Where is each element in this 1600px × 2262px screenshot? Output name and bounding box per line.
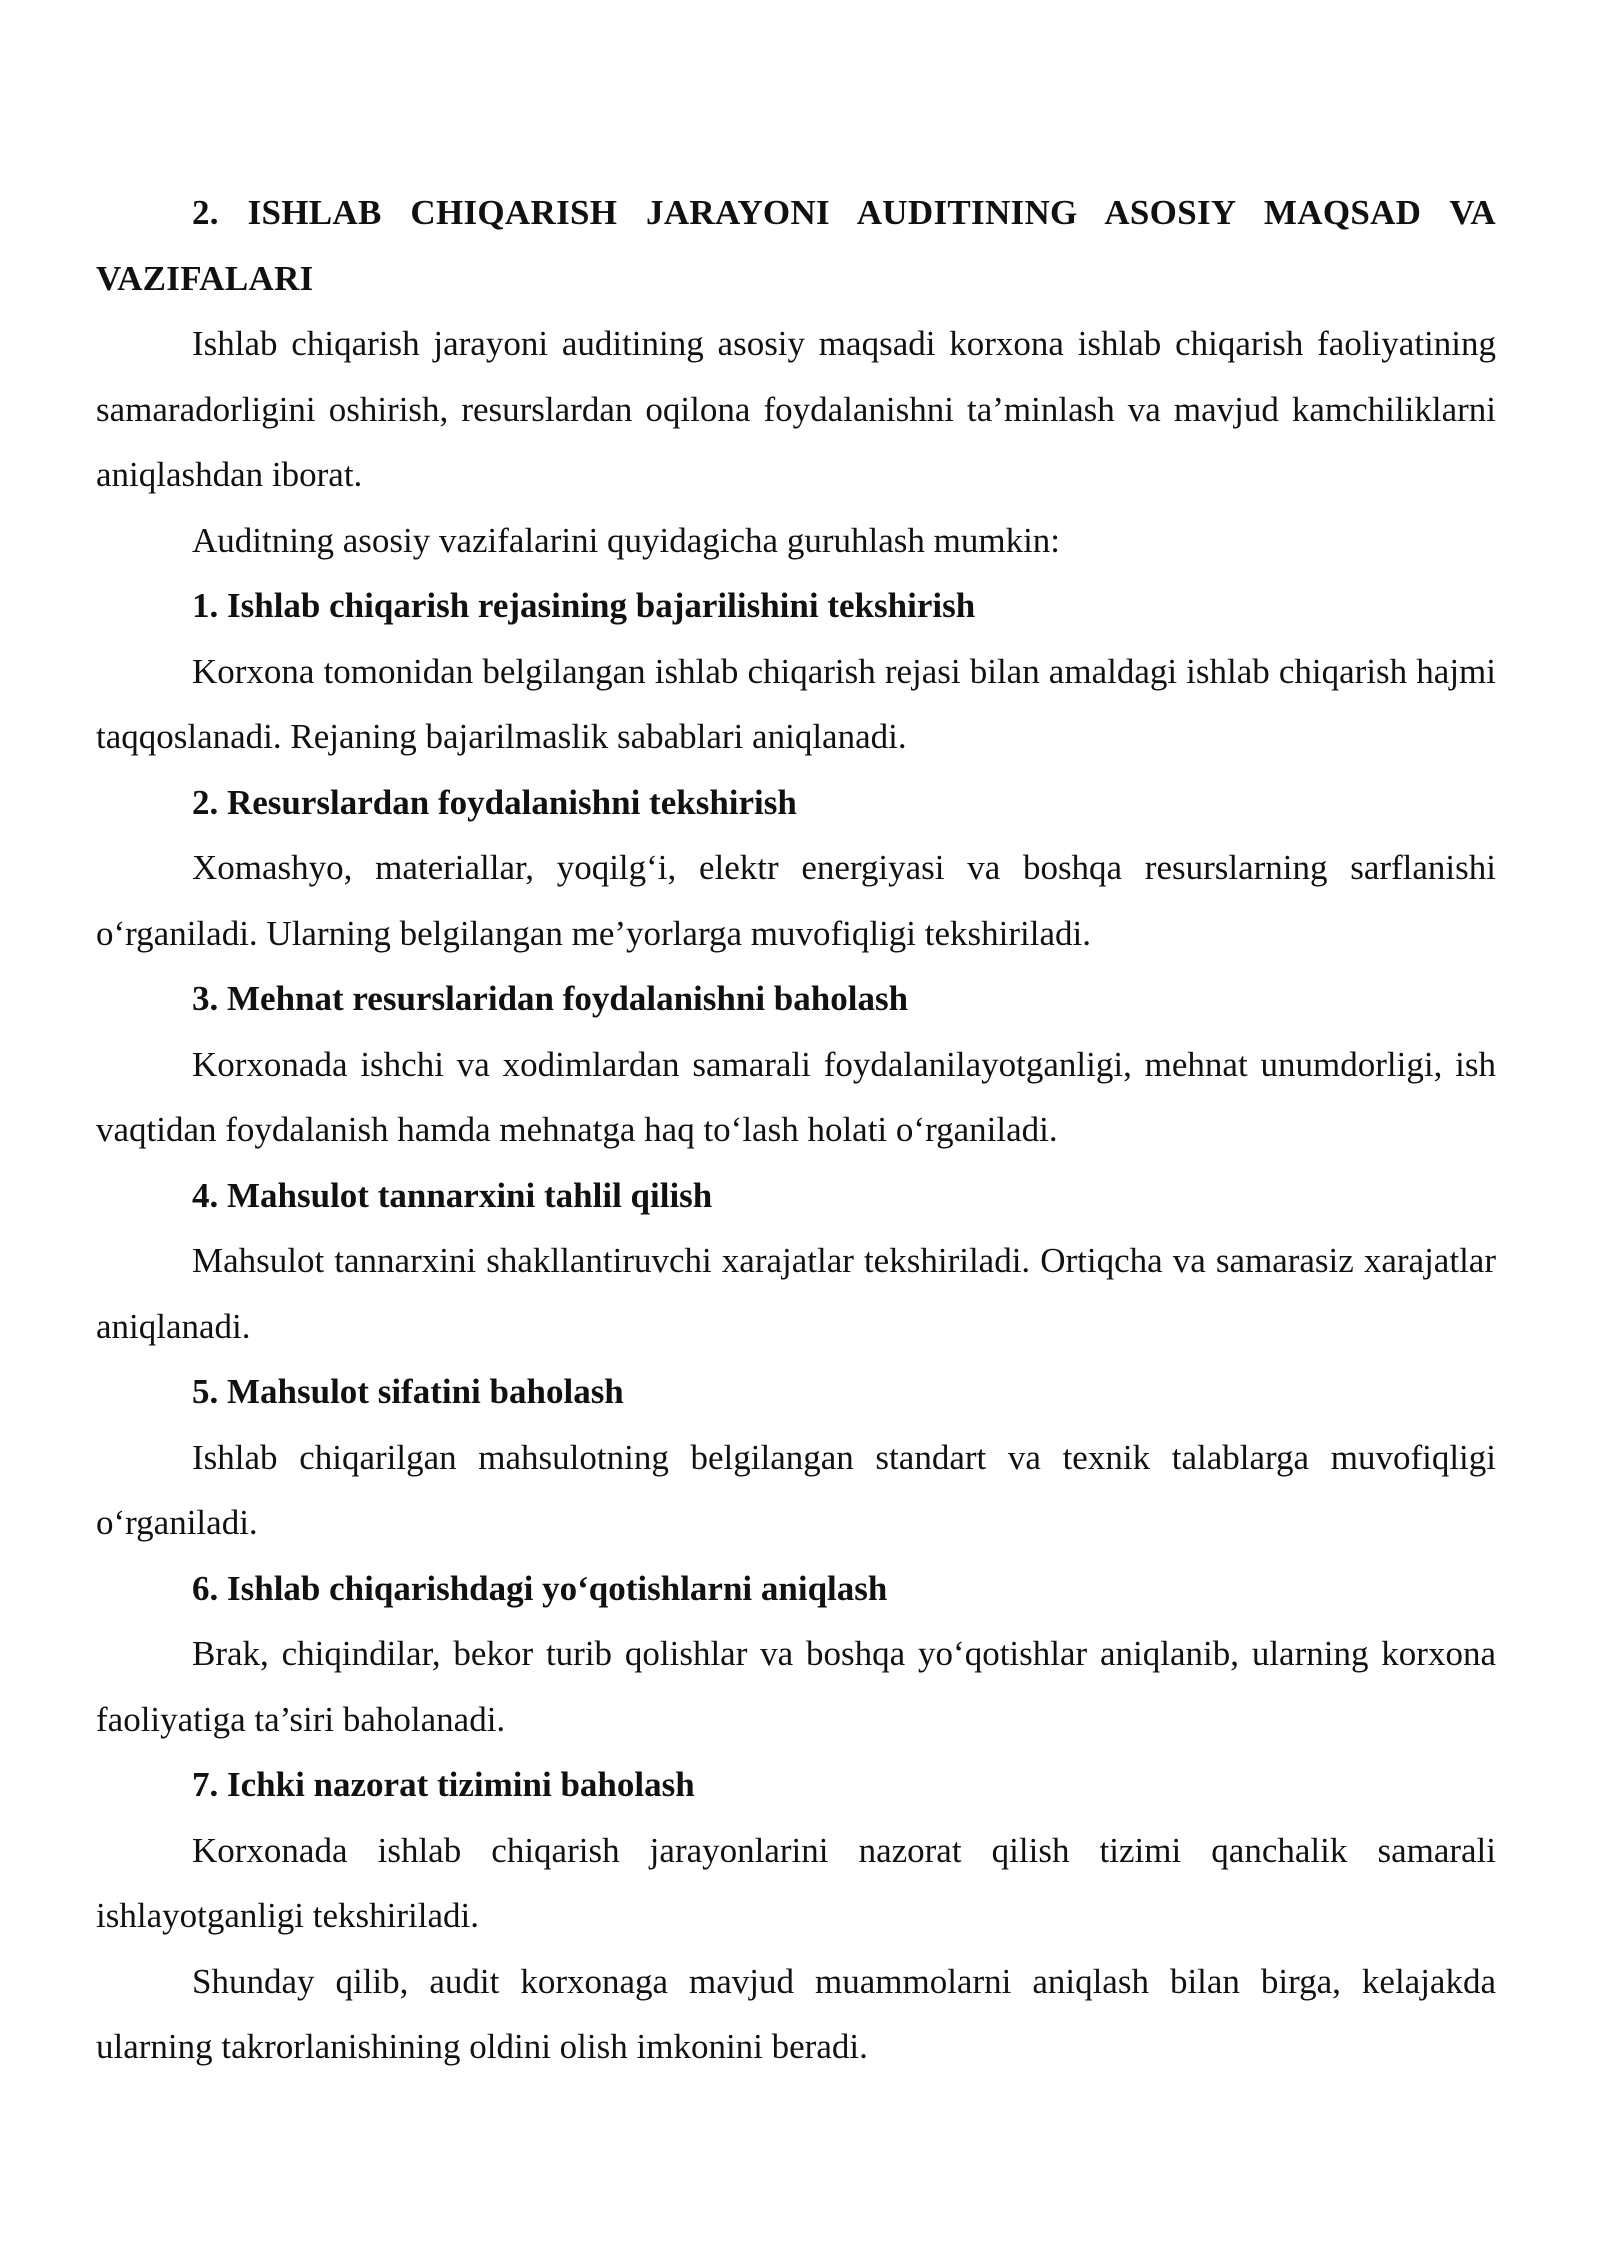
section-body-6: Brak, chiqindilar, bekor turib qolishlar va boshqa yo‘qotishlar aniqlanib, ularning korxona faoliyatiga ta’siri baholanadi. <box>96 1634 1496 1739</box>
section-heading-5: 5. Mahsulot sifatini baholash <box>192 1372 624 1411</box>
intro-paragraph: Ishlab chiqarish jarayoni auditining asosiy maqsadi korxona ishlab chiqarish faoliyatining samaradorligini oshirish, resurslardan oqilona foydalanishni ta’minlash va mavjud kamchiliklarni aniqlashdan iborat. <box>96 324 1496 494</box>
document-page <box>96 180 1496 2080</box>
section-body-1: Korxona tomonidan belgilangan ishlab chiqarish rejasi bilan amaldagi ishlab chiqarish hajmi taqqoslanadi. Rejaning bajarilmaslik sabablari aniqlanadi. <box>96 651 1496 756</box>
section-heading-1: 1. Ishlab chiqarish rejasining bajarilishini tekshirish <box>192 586 976 625</box>
section-body-3: Korxonada ishchi va xodimlardan samarali foydalanilayotganligi, mehnat unumdorligi, ish vaqtidan foydalanish hamda mehnatga haq to‘lash holati o‘rganiladi. <box>96 1044 1496 1149</box>
section-body-4: Mahsulot tannarxini shakllantiruvchi xarajatlar tekshiriladi. Ortiqcha va samarasiz xarajatlar aniqlanadi. <box>96 1241 1496 1346</box>
section-heading-4: 4. Mahsulot tannarxini tahlil qilish <box>192 1175 713 1215</box>
section-body-2: Xomashyo, materiallar, yoqilg‘i, elektr energiyasi va boshqa resurslarning sarflanishi o‘rganiladi. Ularning belgilangan me’yorlarga muvofiqligi tekshiriladi. <box>96 848 1496 953</box>
section-body-7: Korxonada ishlab chiqarish jarayonlarini nazorat qilish tizimi qanchalik samarali ishlayotganligi tekshiriladi. <box>96 1830 1496 1935</box>
section-body-5: Ishlab chiqarilgan mahsulotning belgilangan standart va texnik talablarga muvofiqligi o‘rganiladi. <box>96 1437 1496 1542</box>
section-heading-6: 6. Ishlab chiqarishdagi yo‘qotishlarni aniqlash <box>192 1568 888 1608</box>
section-heading-2: 2. Resurslardan foydalanishni tekshirish <box>192 782 797 822</box>
section-heading-7: 7. Ichki nazorat tizimini baholash <box>192 1765 695 1804</box>
tasks-lead-paragraph: Auditning asosiy vazifalarini quyidagicha guruhlash mumkin: <box>192 520 1061 560</box>
conclusion-paragraph: Shunday qilib, audit korxonaga mavjud muammolarni aniqlash bilan birga, kelajakda ularning takrorlanishining oldini olish imkonini beradi. <box>96 1961 1496 2066</box>
page-title: 2. ISHLAB CHIQARISH JARAYONI AUDITINING ASOSIY MAQSAD VA VAZIFALARI <box>96 193 1496 298</box>
section-heading-3: 3. Mehnat resurslaridan foydalanishni baholash <box>192 979 909 1018</box>
